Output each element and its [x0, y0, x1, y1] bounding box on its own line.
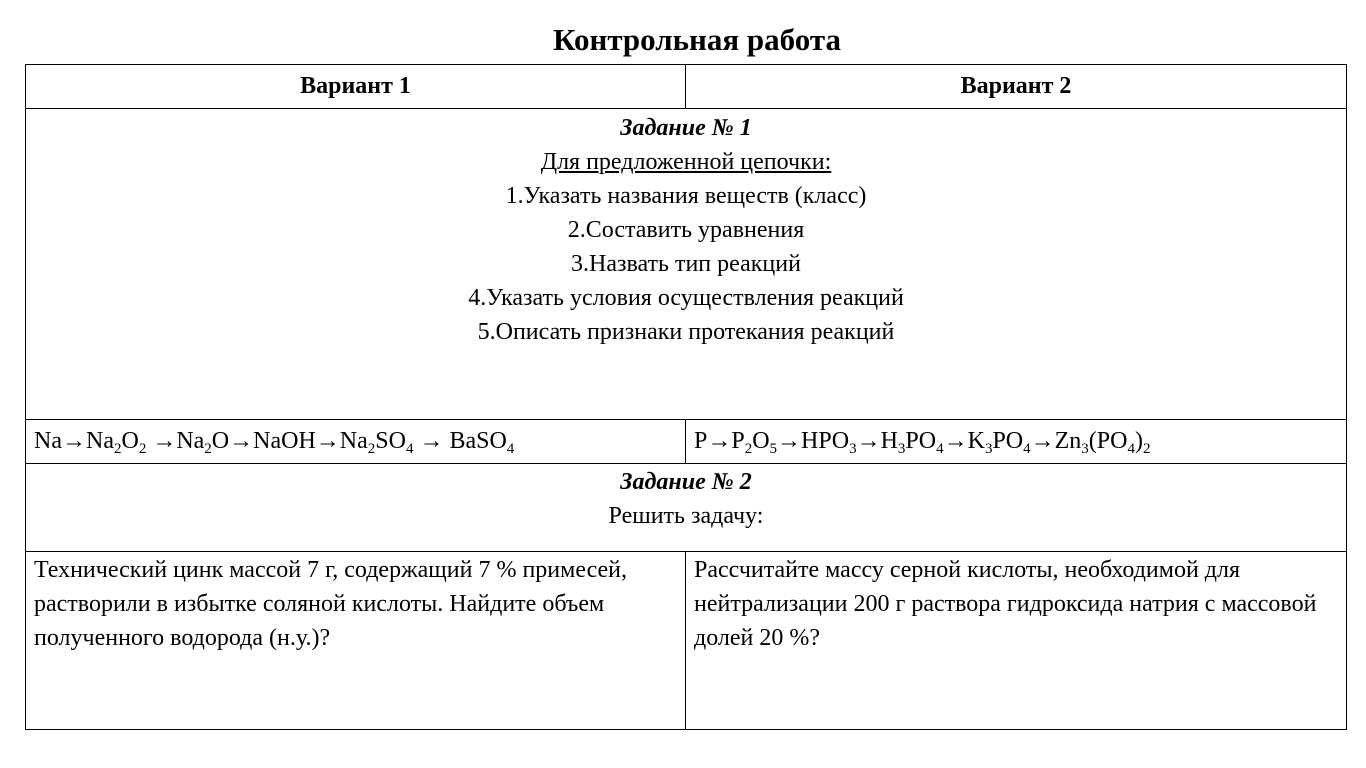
chain-subscript: 2: [113, 441, 122, 457]
chain-subscript: 4: [1023, 441, 1031, 457]
task-2-heading: Задание № 2: [620, 469, 752, 495]
chain-subscript: 3: [1081, 441, 1089, 457]
variant-1-header: Вариант 1: [26, 65, 686, 109]
variant-1-problem: Технический цинк массой 7 г, содержащий 7 % примесей, растворили в избытке соляной кислоты. Найдите объем полученного водорода (н.у.)?: [26, 552, 686, 730]
task-1-heading: Задание № 1: [620, 115, 752, 141]
chain-subscript: 3: [897, 441, 906, 457]
assignment-table: [25, 64, 1347, 730]
chain-text: →K: [943, 428, 985, 454]
task-1-step: 3.Назвать тип реакций: [571, 251, 801, 277]
task-1-row: [26, 109, 1347, 420]
task-1-cell: [26, 109, 1347, 420]
chain-subscript: 4: [1127, 441, 1135, 457]
chain-subscript: 2: [204, 441, 212, 457]
task-1-step: 5.Описать признаки протекания реакций: [477, 319, 895, 345]
variant-header-row: [26, 65, 1347, 109]
chain-text: O: [121, 428, 139, 454]
chain-text: →Na: [146, 428, 205, 454]
chain-text: →H: [856, 428, 898, 454]
chain-subscript: 2: [744, 441, 753, 457]
variant-2-chain: [686, 420, 1347, 464]
task-1-step: 1.Указать названия веществ (класс): [505, 183, 867, 209]
chain-text: SO: [375, 428, 406, 454]
page-title: Контрольная работа: [553, 22, 841, 57]
chain-row: [26, 420, 1347, 464]
task-1-step: 2.Составить уравнения: [567, 217, 805, 243]
chain-subscript: 4: [936, 441, 944, 457]
chain-text: ): [1134, 428, 1143, 454]
chain-text: Na→Na: [34, 428, 114, 454]
task-2-row: [26, 464, 1347, 552]
chain-subscript: 5: [769, 441, 778, 457]
chain-subscript: 2: [138, 441, 147, 457]
chain-text: O: [752, 428, 770, 454]
chain-text: (PO: [1088, 428, 1128, 454]
chain-text: PO: [905, 428, 937, 454]
chain-text: →Zn: [1030, 428, 1082, 454]
chain-text: PO: [992, 428, 1024, 454]
chain-subscript: 2: [367, 441, 376, 457]
chain-text: →HPO: [777, 428, 850, 454]
chain-text: P→P: [694, 428, 745, 454]
chain-text: → BaSO: [413, 428, 507, 454]
task-2-cell: [26, 464, 1347, 552]
variant-2-header: Вариант 2: [686, 65, 1347, 109]
chain-subscript: 4: [506, 441, 515, 457]
chain-subscript: 3: [849, 441, 857, 457]
chain-subscript: 4: [405, 441, 414, 457]
task-1-intro: Для предложенной цепочки:: [540, 149, 832, 175]
task-2-instruction: Решить задачу:: [608, 503, 764, 529]
variant-1-chain: [26, 420, 686, 464]
chain-subscript: 2: [1142, 441, 1151, 457]
task-1-step: 4.Указать условия осуществления реакций: [468, 285, 904, 311]
variant-2-problem: Рассчитайте массу серной кислоты, необходимой для нейтрализации 200 г раствора гидроксида натрия с массовой долей 20 %?: [686, 552, 1347, 730]
chain-subscript: 3: [984, 441, 993, 457]
problem-row: [26, 552, 1347, 730]
chain-text: O→NaOH→Na: [211, 428, 368, 454]
